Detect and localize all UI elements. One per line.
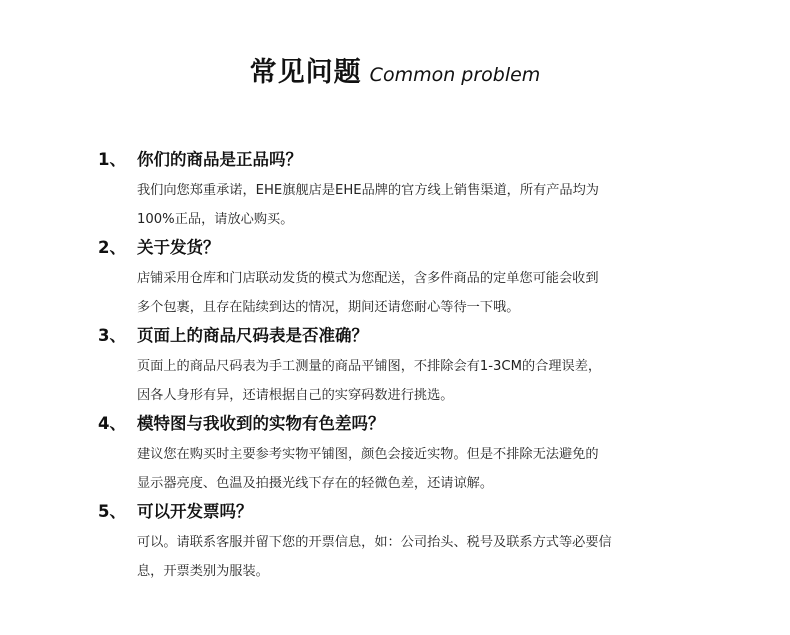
faq-question: 可以开发票吗？ xyxy=(137,502,253,521)
faq-number: 4、 xyxy=(98,414,126,433)
faq-answer-line: 显示器亮度、色温及拍摄光线下存在的轻微色差，还请谅解。 xyxy=(137,476,494,491)
faq-number: 1、 xyxy=(98,150,126,169)
faq-item xyxy=(0,318,790,406)
faq-answer-line: 可以。请联系客服并留下您的开票信息，如：公司抬头、税号及联系方式等必要信 xyxy=(137,535,612,550)
faq-list xyxy=(0,142,790,582)
faq-answer-line: 多个包裹，且存在陆续到达的情况，期间还请您耐心等待一下哦。 xyxy=(137,300,520,315)
faq-answer-line: 店铺采用仓库和门店联动发货的模式为您配送，含多件商品的定单您可能会收到 xyxy=(137,271,599,286)
faq-item xyxy=(0,142,790,230)
faq-answer xyxy=(137,528,612,586)
faq-answer-line: 我们向您郑重承诺，EHE旗舰店是EHE品牌的官方线上销售渠道，所有产品均为 xyxy=(137,183,599,198)
faq-answer-line: 息，开票类别为服装。 xyxy=(137,564,269,579)
faq-item xyxy=(0,406,790,494)
faq-question: 你们的商品是正品吗？ xyxy=(137,150,302,169)
faq-answer xyxy=(137,176,599,234)
faq-item xyxy=(0,494,790,582)
faq-answer-line: 因各人身形有异，还请根据自己的实穿码数进行挑选。 xyxy=(137,388,454,403)
faq-number: 5、 xyxy=(98,502,126,521)
faq-answer-line: 100%正品，请放心购买。 xyxy=(137,212,294,227)
faq-answer xyxy=(137,352,601,410)
faq-number: 2、 xyxy=(98,238,126,257)
faq-question: 页面上的商品尺码表是否准确？ xyxy=(137,326,368,345)
faq-item xyxy=(0,230,790,318)
page-subtitle: Common problem xyxy=(369,64,541,86)
faq-answer-line: 建议您在购买时主要参考实物平铺图，颜色会接近实物。但是不排除无法避免的 xyxy=(137,447,599,462)
faq-question: 关于发货？ xyxy=(137,238,220,257)
faq-answer-line: 页面上的商品尺码表为手工测量的商品平铺图，不排除会有1-3CM的合理误差， xyxy=(137,359,602,374)
faq-question: 模特图与我收到的实物有色差吗？ xyxy=(137,414,385,433)
page-header xyxy=(0,50,790,89)
faq-answer xyxy=(137,264,599,322)
page-title: 常见问题 xyxy=(249,57,362,88)
faq-number: 3、 xyxy=(98,326,126,345)
faq-answer xyxy=(137,440,599,498)
